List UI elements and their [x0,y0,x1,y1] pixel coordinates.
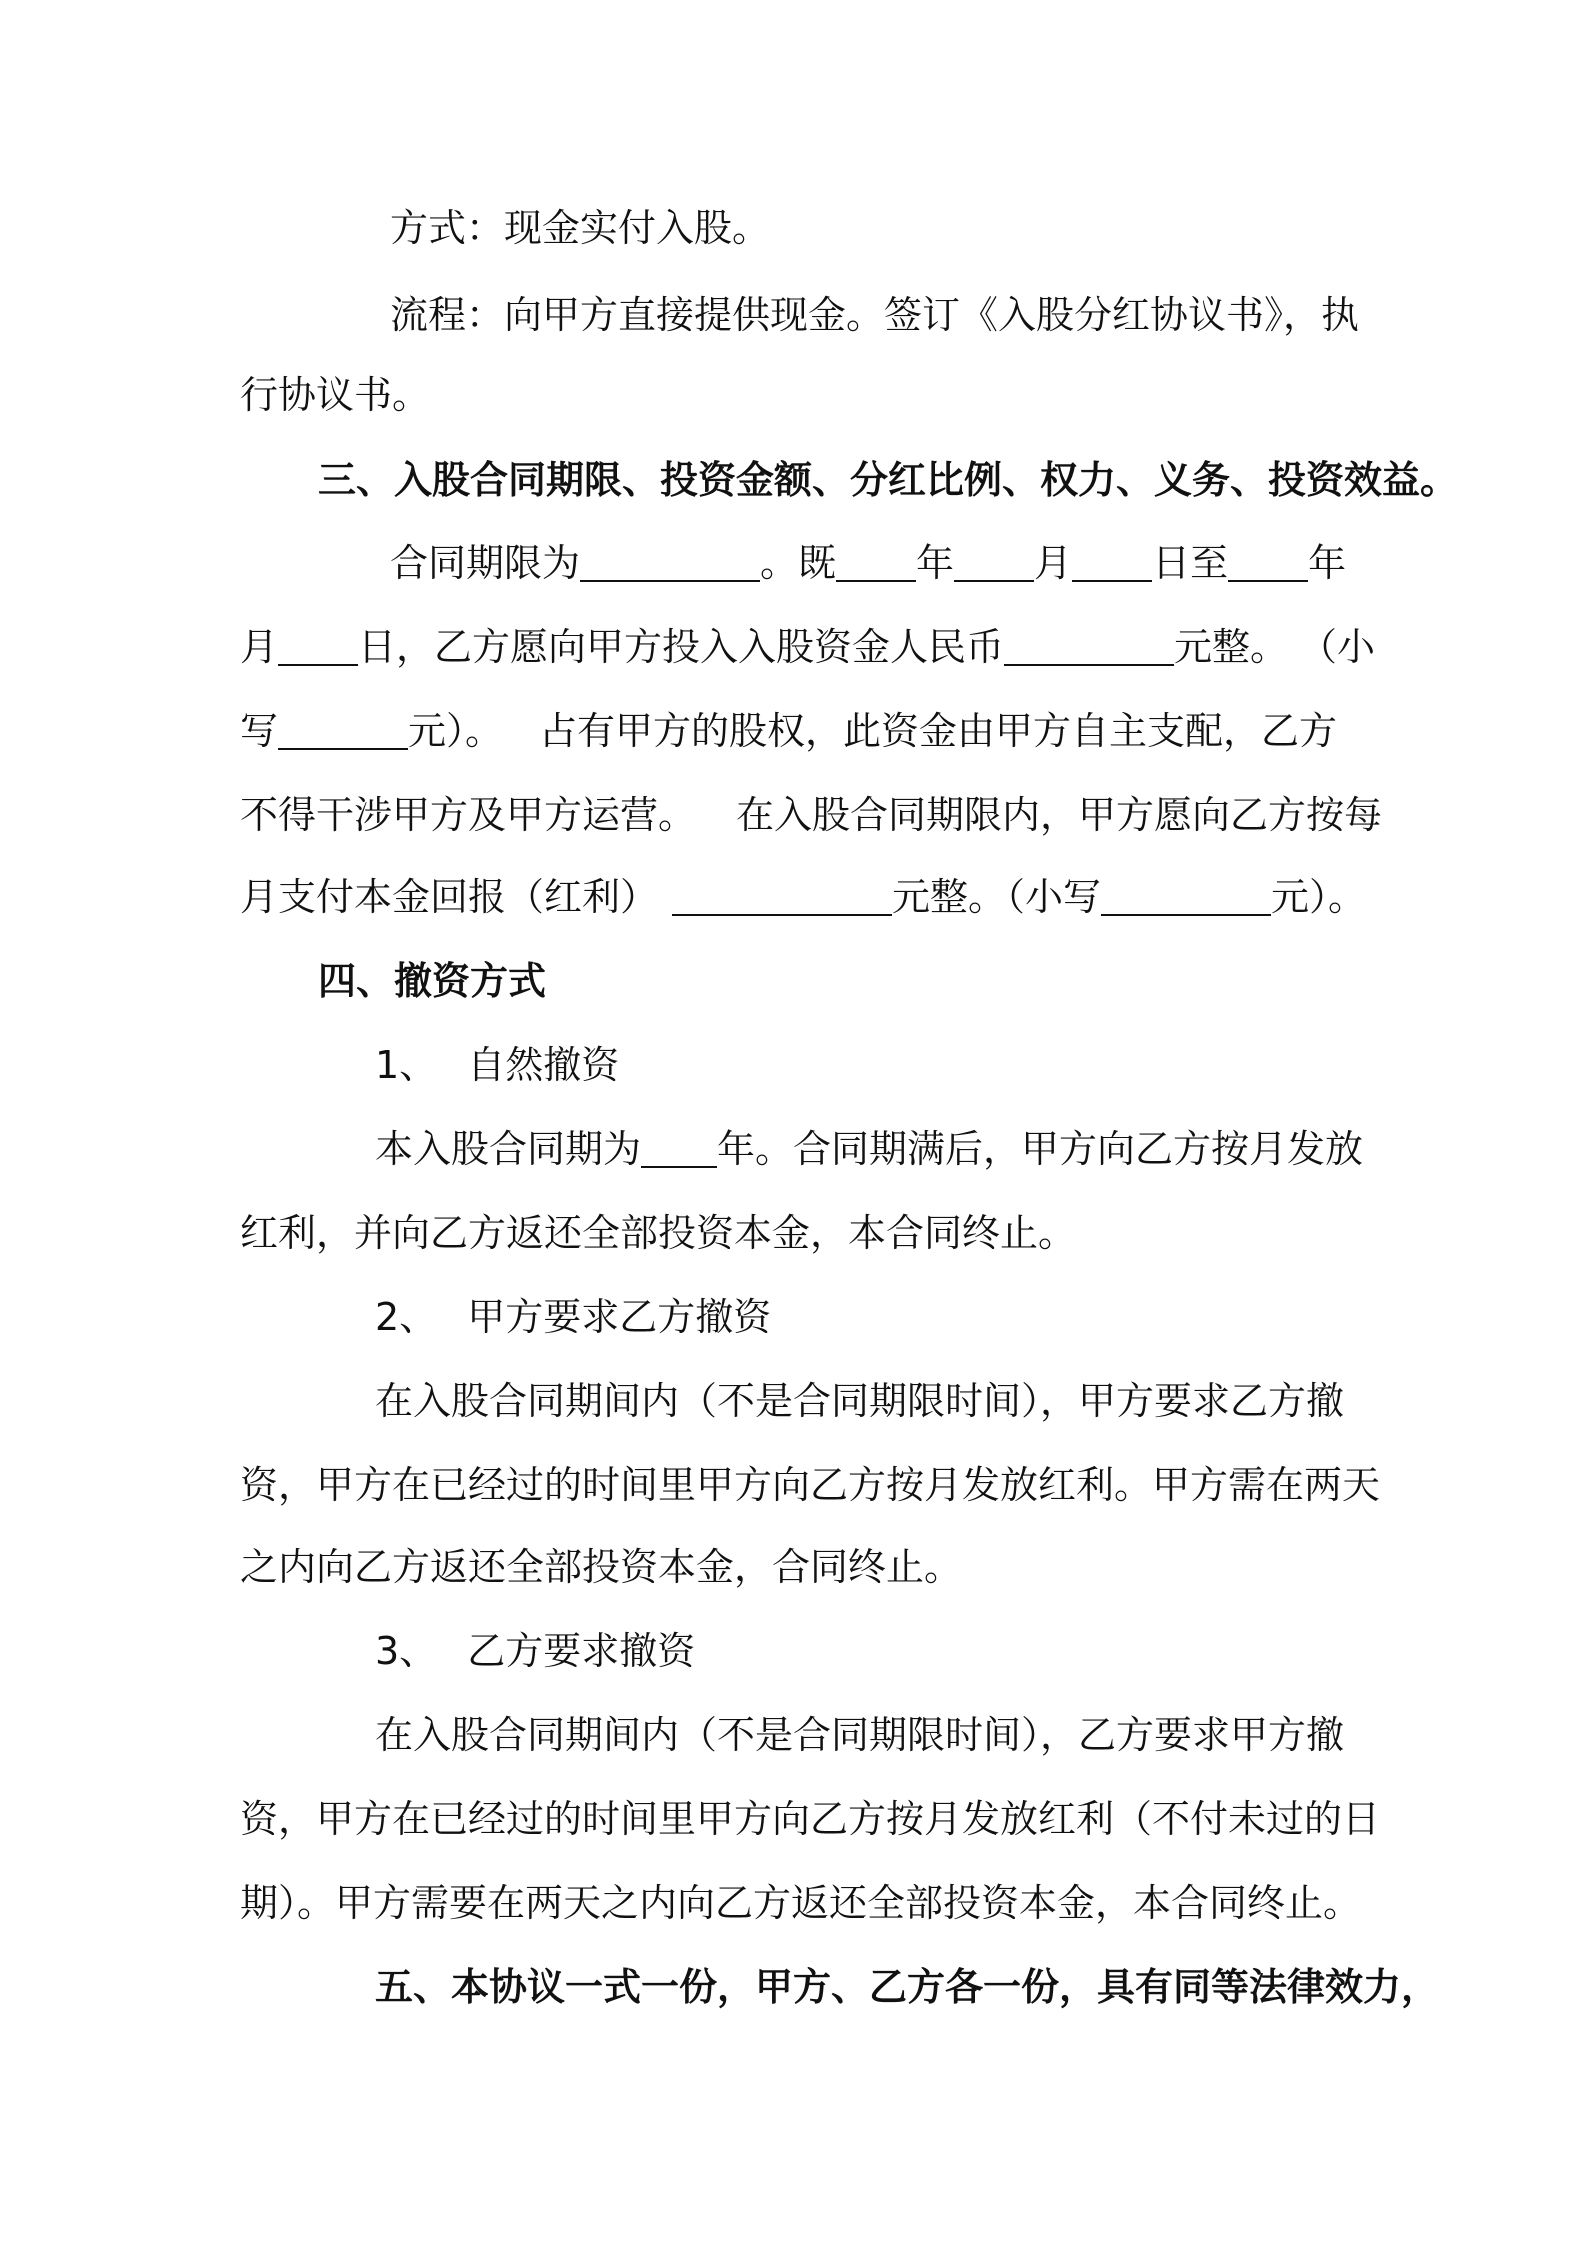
no-interference-line [240,790,1383,840]
process-line-1 [390,290,1360,340]
item-1-text-2: 红利，并向乙方返还全部投资本金，本合同终止。 [240,1211,1077,1255]
equity-line [240,706,1350,756]
start-day-to-label: 日至 [1152,541,1229,585]
contract-term-label: 合同期限为 [390,541,581,585]
start-year-label: 年 [916,541,955,585]
section-5-heading [375,1962,1485,2012]
process-text-2: 行协议书。 [240,373,431,417]
start-year-blank[interactable] [836,544,916,582]
equity-text: 占有甲方的股权，此资金由甲方自主支配，乙方 [539,709,1338,753]
dividend-lowercase-unit: 元）。 [1271,875,1367,919]
item-2-paragraph-line-1 [375,1376,1485,1426]
investment-amount-unit: 元整。 [1174,625,1289,669]
section-4-heading [318,956,1428,1006]
item-1-text-1: 年。合同期满后，甲方向乙方按月发放 [717,1127,1364,1171]
item-1-term-blank[interactable] [641,1130,717,1168]
monthly-pay-text: 在入股合同期限内，甲方愿向乙方按每 [736,793,1383,837]
dividend-amount-blank[interactable] [672,878,892,916]
section-4-heading-text: 四、撤资方式 [318,959,547,1003]
process-line-2 [240,370,1350,420]
item-3-text-1: 在入股合同期间内（不是合同期限时间），乙方要求甲方撤 [375,1713,1345,1757]
item-2-paragraph-line-3 [240,1542,1350,1592]
item-3-text-2: 资，甲方在已经过的时间里甲方向乙方按月发放红利（不付未过的日 [240,1797,1381,1841]
section-3-heading-text: 三、入股合同期限、投资金额、分红比例、权力、义务、投资效益。 [318,458,1459,502]
item-2-title: 甲方要求乙方撤资 [467,1295,772,1339]
start-month-label: 月 [1034,541,1073,585]
section-3-heading [318,455,1459,505]
end-day-blank[interactable] [278,628,358,666]
section-5-heading-text: 五、本协议一式一份，甲方、乙方各一份，具有同等法律效力， [375,1965,1440,2009]
item-3-number: 3、 [375,1629,438,1673]
investment-amount-blank[interactable] [1004,628,1174,666]
end-month-label: 月 [240,625,279,669]
item-3-title: 乙方要求撤资 [467,1629,696,1673]
dividend-unit-lowercase-label: 元整。（小写 [892,875,1102,919]
start-month-blank[interactable] [954,544,1034,582]
item-3-title-line [375,1626,1485,1676]
payment-method-text: 方式：现金实付入股。 [390,206,771,250]
investment-lowercase-blank[interactable] [278,712,408,750]
item-2-text-2: 资，甲方在已经过的时间里甲方向乙方按月发放红利。甲方需在两天 [240,1463,1381,1507]
item-1-paragraph-line-2 [240,1208,1350,1258]
contract-term-blank[interactable] [580,544,760,582]
item-1-paragraph-line-1 [375,1124,1485,1174]
dividend-line [240,872,1367,922]
no-interference-text: 不得干涉甲方及甲方运营。 [240,793,697,837]
contract-term-line [390,538,1500,588]
dividend-label: 月支付本金回报（红利） [240,875,659,919]
lowercase-label: 写 [240,709,279,753]
process-text-1: 流程：向甲方直接提供现金。签订《入股分红协议书》，执 [390,293,1360,337]
item-2-text-1: 在入股合同期间内（不是合同期限时间），甲方要求乙方撤 [375,1379,1345,1423]
end-year-blank[interactable] [1228,544,1308,582]
item-1-term-label: 本入股合同期为 [375,1127,642,1171]
item-3-paragraph-line-2 [240,1794,1381,1844]
contract-term-from-label: 。既 [760,541,837,585]
end-year-label: 年 [1308,541,1347,585]
item-1-number: 1、 [375,1043,438,1087]
item-3-text-3: 期）。甲方需要在两天之内向乙方返还全部投资本金，本合同终止。 [240,1881,1362,1925]
investment-amount-line [240,622,1376,672]
start-day-blank[interactable] [1072,544,1152,582]
item-1-title: 自然撤资 [467,1043,620,1087]
investment-lowercase-unit: 元）。 [408,709,504,753]
item-3-paragraph-line-1 [375,1710,1485,1760]
item-3-paragraph-line-3 [240,1878,1362,1928]
item-2-title-line [375,1292,1485,1342]
item-2-text-3: 之内向乙方返还全部投资本金，合同终止。 [240,1545,963,1589]
item-1-title-line [375,1040,1485,1090]
payment-method-line [390,203,1500,253]
item-2-paragraph-line-2 [240,1460,1381,1510]
item-2-number: 2、 [375,1295,438,1339]
investment-amount-label: 日，乙方愿向甲方投入入股资金人民币 [358,625,1005,669]
lowercase-open-label: （小 [1318,625,1376,669]
dividend-lowercase-blank[interactable] [1101,878,1271,916]
